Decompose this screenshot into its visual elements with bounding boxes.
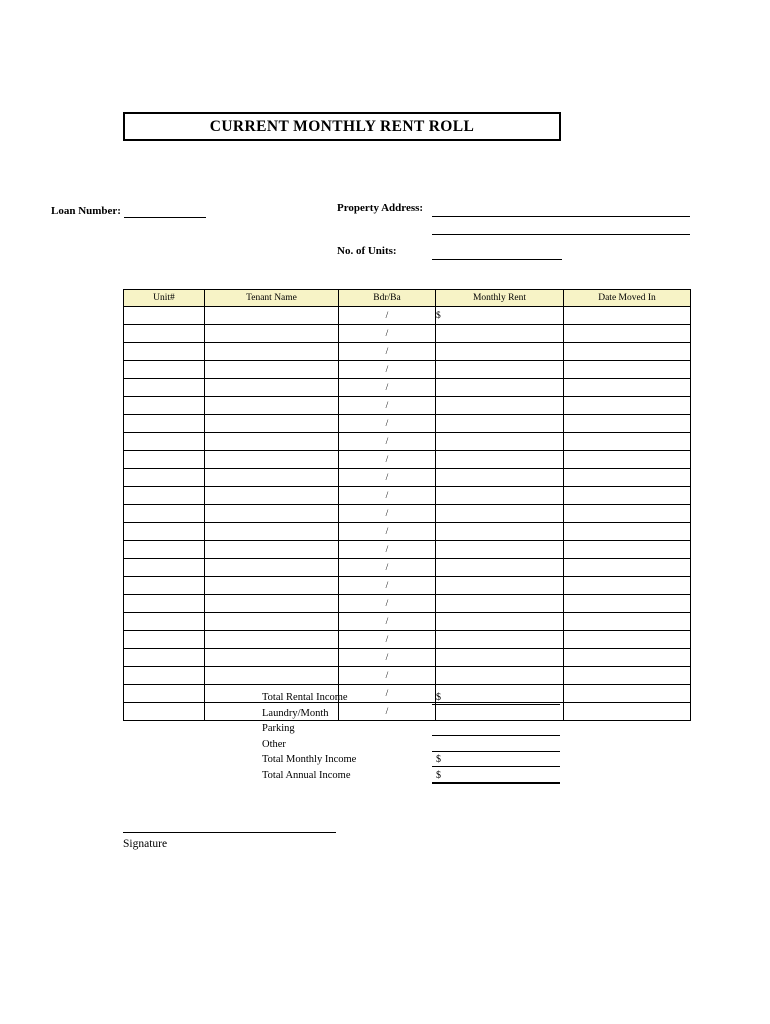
cell-bdr-ba[interactable]: / xyxy=(339,541,436,559)
cell-bdr-ba[interactable]: / xyxy=(339,451,436,469)
cell-bdr-ba[interactable]: / xyxy=(339,433,436,451)
cell-monthly-rent[interactable] xyxy=(436,343,564,361)
cell-monthly-rent[interactable] xyxy=(436,649,564,667)
property-address-label: Property Address: xyxy=(337,202,424,214)
column-header-unit: Unit# xyxy=(124,290,205,307)
cell-date-moved-in[interactable] xyxy=(564,325,691,343)
cell-unit[interactable] xyxy=(124,595,205,613)
cell-unit[interactable] xyxy=(124,325,205,343)
totals-row xyxy=(262,739,692,755)
totals-row-input[interactable] xyxy=(432,704,560,705)
totals-row xyxy=(262,754,692,770)
cell-monthly-rent[interactable] xyxy=(436,631,564,649)
cell-monthly-rent[interactable] xyxy=(436,613,564,631)
cell-date-moved-in[interactable] xyxy=(564,541,691,559)
cell-date-moved-in[interactable] xyxy=(564,361,691,379)
cell-bdr-ba[interactable]: / xyxy=(339,325,436,343)
cell-date-moved-in[interactable] xyxy=(564,433,691,451)
cell-bdr-ba[interactable]: / xyxy=(339,379,436,397)
totals-row-input[interactable] xyxy=(432,751,560,752)
cell-tenant-name[interactable] xyxy=(205,433,339,451)
cell-tenant-name[interactable] xyxy=(205,505,339,523)
cell-tenant-name[interactable] xyxy=(205,451,339,469)
cell-tenant-name[interactable] xyxy=(205,559,339,577)
table-row xyxy=(124,577,691,595)
totals-row-label: Total Rental Income xyxy=(262,692,348,703)
cell-monthly-rent[interactable] xyxy=(436,541,564,559)
cell-unit[interactable] xyxy=(124,703,205,721)
cell-unit[interactable] xyxy=(124,559,205,577)
cell-unit[interactable] xyxy=(124,631,205,649)
cell-date-moved-in[interactable] xyxy=(564,631,691,649)
loan-number-input[interactable] xyxy=(124,217,206,218)
cell-date-moved-in[interactable] xyxy=(564,379,691,397)
cell-unit[interactable] xyxy=(124,361,205,379)
cell-date-moved-in[interactable] xyxy=(564,577,691,595)
cell-tenant-name[interactable] xyxy=(205,595,339,613)
totals-row-input[interactable] xyxy=(432,720,560,721)
totals-row xyxy=(262,692,692,708)
cell-bdr-ba[interactable]: / xyxy=(339,343,436,361)
cell-date-moved-in[interactable] xyxy=(564,469,691,487)
cell-bdr-ba[interactable]: / xyxy=(339,469,436,487)
cell-date-moved-in[interactable] xyxy=(564,595,691,613)
cell-unit[interactable] xyxy=(124,649,205,667)
table-row xyxy=(124,613,691,631)
cell-monthly-rent[interactable] xyxy=(436,379,564,397)
cell-unit[interactable] xyxy=(124,379,205,397)
cell-tenant-name[interactable] xyxy=(205,307,339,325)
totals-row-input[interactable] xyxy=(432,782,560,784)
cell-bdr-ba[interactable]: / xyxy=(339,397,436,415)
cell-unit[interactable] xyxy=(124,577,205,595)
cell-monthly-rent[interactable]: $ xyxy=(436,307,564,325)
cell-bdr-ba[interactable]: / xyxy=(339,703,436,721)
table-row xyxy=(124,505,691,523)
cell-tenant-name[interactable] xyxy=(205,541,339,559)
cell-unit[interactable] xyxy=(124,541,205,559)
cell-date-moved-in[interactable] xyxy=(564,397,691,415)
cell-tenant-name[interactable] xyxy=(205,631,339,649)
loan-number-label: Loan Number: xyxy=(51,205,121,217)
table-row xyxy=(124,667,691,685)
cell-monthly-rent[interactable] xyxy=(436,325,564,343)
totals-row-currency-symbol: $ xyxy=(436,754,441,766)
cell-date-moved-in[interactable] xyxy=(564,667,691,685)
totals-row xyxy=(262,723,692,739)
cell-bdr-ba[interactable]: / xyxy=(339,649,436,667)
totals-row-label: Laundry/Month xyxy=(262,707,329,719)
number-of-units-input[interactable] xyxy=(432,259,562,260)
totals-row-currency-symbol: $ xyxy=(436,769,441,781)
column-header-date-moved-in: Date Moved In xyxy=(564,290,691,307)
table-row xyxy=(124,361,691,379)
cell-unit[interactable] xyxy=(124,613,205,631)
totals-row-currency-symbol: $ xyxy=(436,692,441,703)
rent-roll-table xyxy=(123,289,691,721)
cell-bdr-ba[interactable]: / xyxy=(339,577,436,595)
cell-tenant-name[interactable] xyxy=(205,469,339,487)
table-row xyxy=(124,379,691,397)
cell-bdr-ba[interactable]: / xyxy=(339,559,436,577)
column-header-monthly-rent: Monthly Rent xyxy=(436,290,564,307)
cell-bdr-ba[interactable]: / xyxy=(339,685,436,703)
cell-date-moved-in[interactable] xyxy=(564,451,691,469)
totals-row-input[interactable] xyxy=(432,735,560,736)
cell-monthly-rent[interactable] xyxy=(436,595,564,613)
cell-date-moved-in[interactable] xyxy=(564,487,691,505)
cell-monthly-rent[interactable] xyxy=(436,415,564,433)
table-row xyxy=(124,469,691,487)
table-row xyxy=(124,451,691,469)
page-title: CURRENT MONTHLY RENT ROLL xyxy=(209,117,475,135)
cell-tenant-name[interactable] xyxy=(205,343,339,361)
cell-bdr-ba[interactable]: / xyxy=(339,631,436,649)
cell-tenant-name[interactable] xyxy=(205,379,339,397)
cell-monthly-rent[interactable] xyxy=(436,469,564,487)
cell-unit[interactable] xyxy=(124,685,205,703)
table-row xyxy=(124,397,691,415)
cell-bdr-ba[interactable]: / xyxy=(339,667,436,685)
cell-tenant-name[interactable] xyxy=(205,523,339,541)
cell-monthly-rent[interactable] xyxy=(436,505,564,523)
totals-row-label: Total Monthly Income xyxy=(262,754,357,766)
totals-row-label: Total Annual Income xyxy=(262,769,351,781)
cell-monthly-rent[interactable] xyxy=(436,487,564,505)
number-of-units-label: No. of Units: xyxy=(337,245,397,257)
cell-unit[interactable] xyxy=(124,469,205,487)
cell-unit[interactable] xyxy=(124,343,205,361)
cell-date-moved-in[interactable] xyxy=(564,343,691,361)
cell-monthly-rent[interactable] xyxy=(436,577,564,595)
cell-tenant-name[interactable] xyxy=(205,613,339,631)
cell-bdr-ba[interactable]: / xyxy=(339,307,436,325)
cell-unit[interactable] xyxy=(124,667,205,685)
table-row xyxy=(124,307,691,325)
totals-row-input[interactable] xyxy=(432,766,560,767)
cell-monthly-rent[interactable] xyxy=(436,361,564,379)
cell-unit[interactable] xyxy=(124,397,205,415)
cell-date-moved-in[interactable] xyxy=(564,505,691,523)
signature-input[interactable] xyxy=(123,832,336,833)
cell-date-moved-in[interactable] xyxy=(564,559,691,577)
totals-row xyxy=(262,708,692,724)
totals-row-label: Parking xyxy=(262,723,295,735)
cell-tenant-name[interactable] xyxy=(205,649,339,667)
cell-monthly-rent[interactable] xyxy=(436,667,564,685)
cell-tenant-name[interactable] xyxy=(205,667,339,685)
cell-tenant-name[interactable] xyxy=(205,415,339,433)
cell-date-moved-in[interactable] xyxy=(564,523,691,541)
cell-bdr-ba[interactable]: / xyxy=(339,505,436,523)
property-address-input-line-1[interactable] xyxy=(432,216,690,217)
column-header-bdr-ba: Bdr/Ba xyxy=(339,290,436,307)
cell-unit[interactable] xyxy=(124,451,205,469)
cell-unit[interactable] xyxy=(124,307,205,325)
table-row xyxy=(124,595,691,613)
cell-unit[interactable] xyxy=(124,415,205,433)
cell-bdr-ba[interactable]: / xyxy=(339,415,436,433)
cell-bdr-ba[interactable]: / xyxy=(339,595,436,613)
table-row xyxy=(124,325,691,343)
totals-block xyxy=(262,692,692,786)
cell-tenant-name[interactable] xyxy=(205,577,339,595)
cell-bdr-ba[interactable]: / xyxy=(339,487,436,505)
table-row xyxy=(124,343,691,361)
cell-tenant-name[interactable] xyxy=(205,487,339,505)
table-row xyxy=(124,631,691,649)
cell-unit[interactable] xyxy=(124,487,205,505)
cell-tenant-name[interactable] xyxy=(205,325,339,343)
property-address-input-line-2[interactable] xyxy=(432,234,690,235)
cell-tenant-name[interactable] xyxy=(205,361,339,379)
cell-date-moved-in[interactable] xyxy=(564,613,691,631)
cell-bdr-ba[interactable]: / xyxy=(339,361,436,379)
cell-monthly-rent[interactable] xyxy=(436,559,564,577)
table-row xyxy=(124,523,691,541)
table-row xyxy=(124,559,691,577)
cell-tenant-name[interactable] xyxy=(205,397,339,415)
cell-unit[interactable] xyxy=(124,505,205,523)
totals-row xyxy=(262,770,692,786)
column-header-tenant-name: Tenant Name xyxy=(205,290,339,307)
table-header-row xyxy=(124,290,691,307)
cell-date-moved-in[interactable] xyxy=(564,415,691,433)
document-title-banner xyxy=(123,112,561,141)
cell-monthly-rent[interactable] xyxy=(436,451,564,469)
signature-label: Signature xyxy=(123,838,168,850)
table-row xyxy=(124,433,691,451)
cell-monthly-rent[interactable] xyxy=(436,397,564,415)
cell-bdr-ba[interactable]: / xyxy=(339,523,436,541)
cell-unit[interactable] xyxy=(124,433,205,451)
totals-row-label: Other xyxy=(262,738,286,750)
cell-bdr-ba[interactable]: / xyxy=(339,613,436,631)
cell-date-moved-in[interactable] xyxy=(564,307,691,325)
cell-monthly-rent[interactable] xyxy=(436,523,564,541)
table-row xyxy=(124,415,691,433)
table-row xyxy=(124,541,691,559)
table-row xyxy=(124,649,691,667)
cell-date-moved-in[interactable] xyxy=(564,649,691,667)
table-row xyxy=(124,487,691,505)
cell-unit[interactable] xyxy=(124,523,205,541)
cell-monthly-rent[interactable] xyxy=(436,433,564,451)
